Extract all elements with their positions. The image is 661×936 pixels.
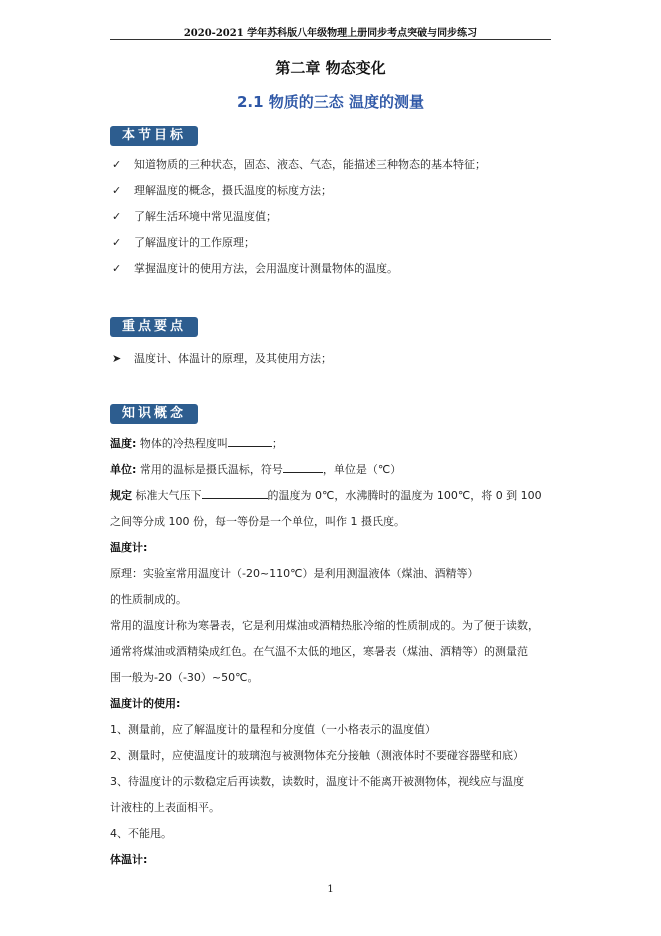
goal-item: ✓ 理解温度的概念，摄氏温度的标度方法；	[110, 178, 551, 204]
usage-heading: 温度计的使用:	[110, 697, 181, 710]
chapter-title: 第二章 物态变化	[275, 59, 386, 77]
temperature-definition: 温度: 物体的冷热程度叫 ；	[110, 431, 551, 457]
usage-item-3-cont: 计液柱的上表面相平。	[110, 801, 220, 814]
keypoint-item: ➤ 温度计、体温计的原理，及其使用方法；	[110, 346, 551, 372]
checkmark-icon: ✓	[112, 210, 122, 223]
page-number: 1	[327, 884, 334, 895]
goal-item: ✓ 了解温度计的工作原理；	[110, 230, 551, 256]
goals-list	[110, 152, 551, 282]
fill-blank	[228, 433, 272, 447]
arrow-bullet-icon: ➤	[112, 352, 122, 365]
checkmark-icon: ✓	[112, 184, 122, 197]
common-line-1: 常用的温度计称为寒暑表，它是利用煤油或酒精热胀冷缩的性质制成的。为了便于读数，	[110, 619, 539, 632]
checkmark-icon: ✓	[112, 158, 122, 171]
principle-line-2: 的性质制成的。	[110, 593, 187, 606]
clinical-thermometer-heading: 体温计:	[110, 853, 148, 866]
fill-blank	[283, 459, 323, 473]
goal-item: ✓ 知道物质的三种状态，固态、液态、气态，能描述三种物态的基本特征；	[110, 152, 551, 178]
concepts-badge: 知识概念	[110, 404, 198, 424]
unit-definition: 单位: 常用的温标是摄氏温标，符号 ，单位是（℃）	[110, 457, 551, 483]
page-header: 2020-2021 学年苏科版八年级物理上册同步考点突破与同步练习	[183, 28, 478, 39]
principle-line-1: 原理：实验室常用温度计（-20~110℃）是利用测温液体（煤油、酒精等）	[110, 567, 479, 580]
goal-item: ✓ 掌握温度计的使用方法，会用温度计测量物体的温度。	[110, 256, 551, 282]
goals-badge: 本节目标	[110, 126, 198, 146]
section-title: 2.1 物质的三态 温度的测量	[236, 93, 425, 111]
keypoints-list	[110, 346, 551, 372]
usage-item-4: 4、不能甩。	[110, 827, 172, 840]
header-divider	[110, 39, 551, 40]
thermometer-heading: 温度计:	[110, 541, 148, 554]
checkmark-icon: ✓	[112, 262, 122, 275]
checkmark-icon: ✓	[112, 236, 122, 249]
usage-item-2: 2、测量时，应使温度计的玻璃泡与被测物体充分接触（测液体时不要碰容器壁和底）	[110, 749, 524, 762]
common-line-2: 通常将煤油或酒精染成红色。在气温不太低的地区，寒暑表（煤油、酒精等）的测量范	[110, 645, 528, 658]
fill-blank	[202, 485, 268, 499]
keypoints-badge: 重点要点	[110, 317, 198, 337]
rule-definition-cont: 之间等分成 100 份，每一等份是一个单位，叫作 1 摄氏度。	[110, 515, 405, 528]
usage-item-3: 3、待温度计的示数稳定后再读数，读数时，温度计不能离开被测物体，视线应与温度	[110, 775, 524, 788]
rule-definition: 规定 标准大气压下 的温度为 0℃，水沸腾时的温度为 100℃，将 0 到 100	[110, 483, 551, 509]
common-line-3: 围一般为-20（-30）~50℃。	[110, 671, 259, 684]
goal-item: ✓ 了解生活环境中常见温度值；	[110, 204, 551, 230]
usage-item-1: 1、测量前，应了解温度计的量程和分度值（一小格表示的温度值）	[110, 723, 436, 736]
